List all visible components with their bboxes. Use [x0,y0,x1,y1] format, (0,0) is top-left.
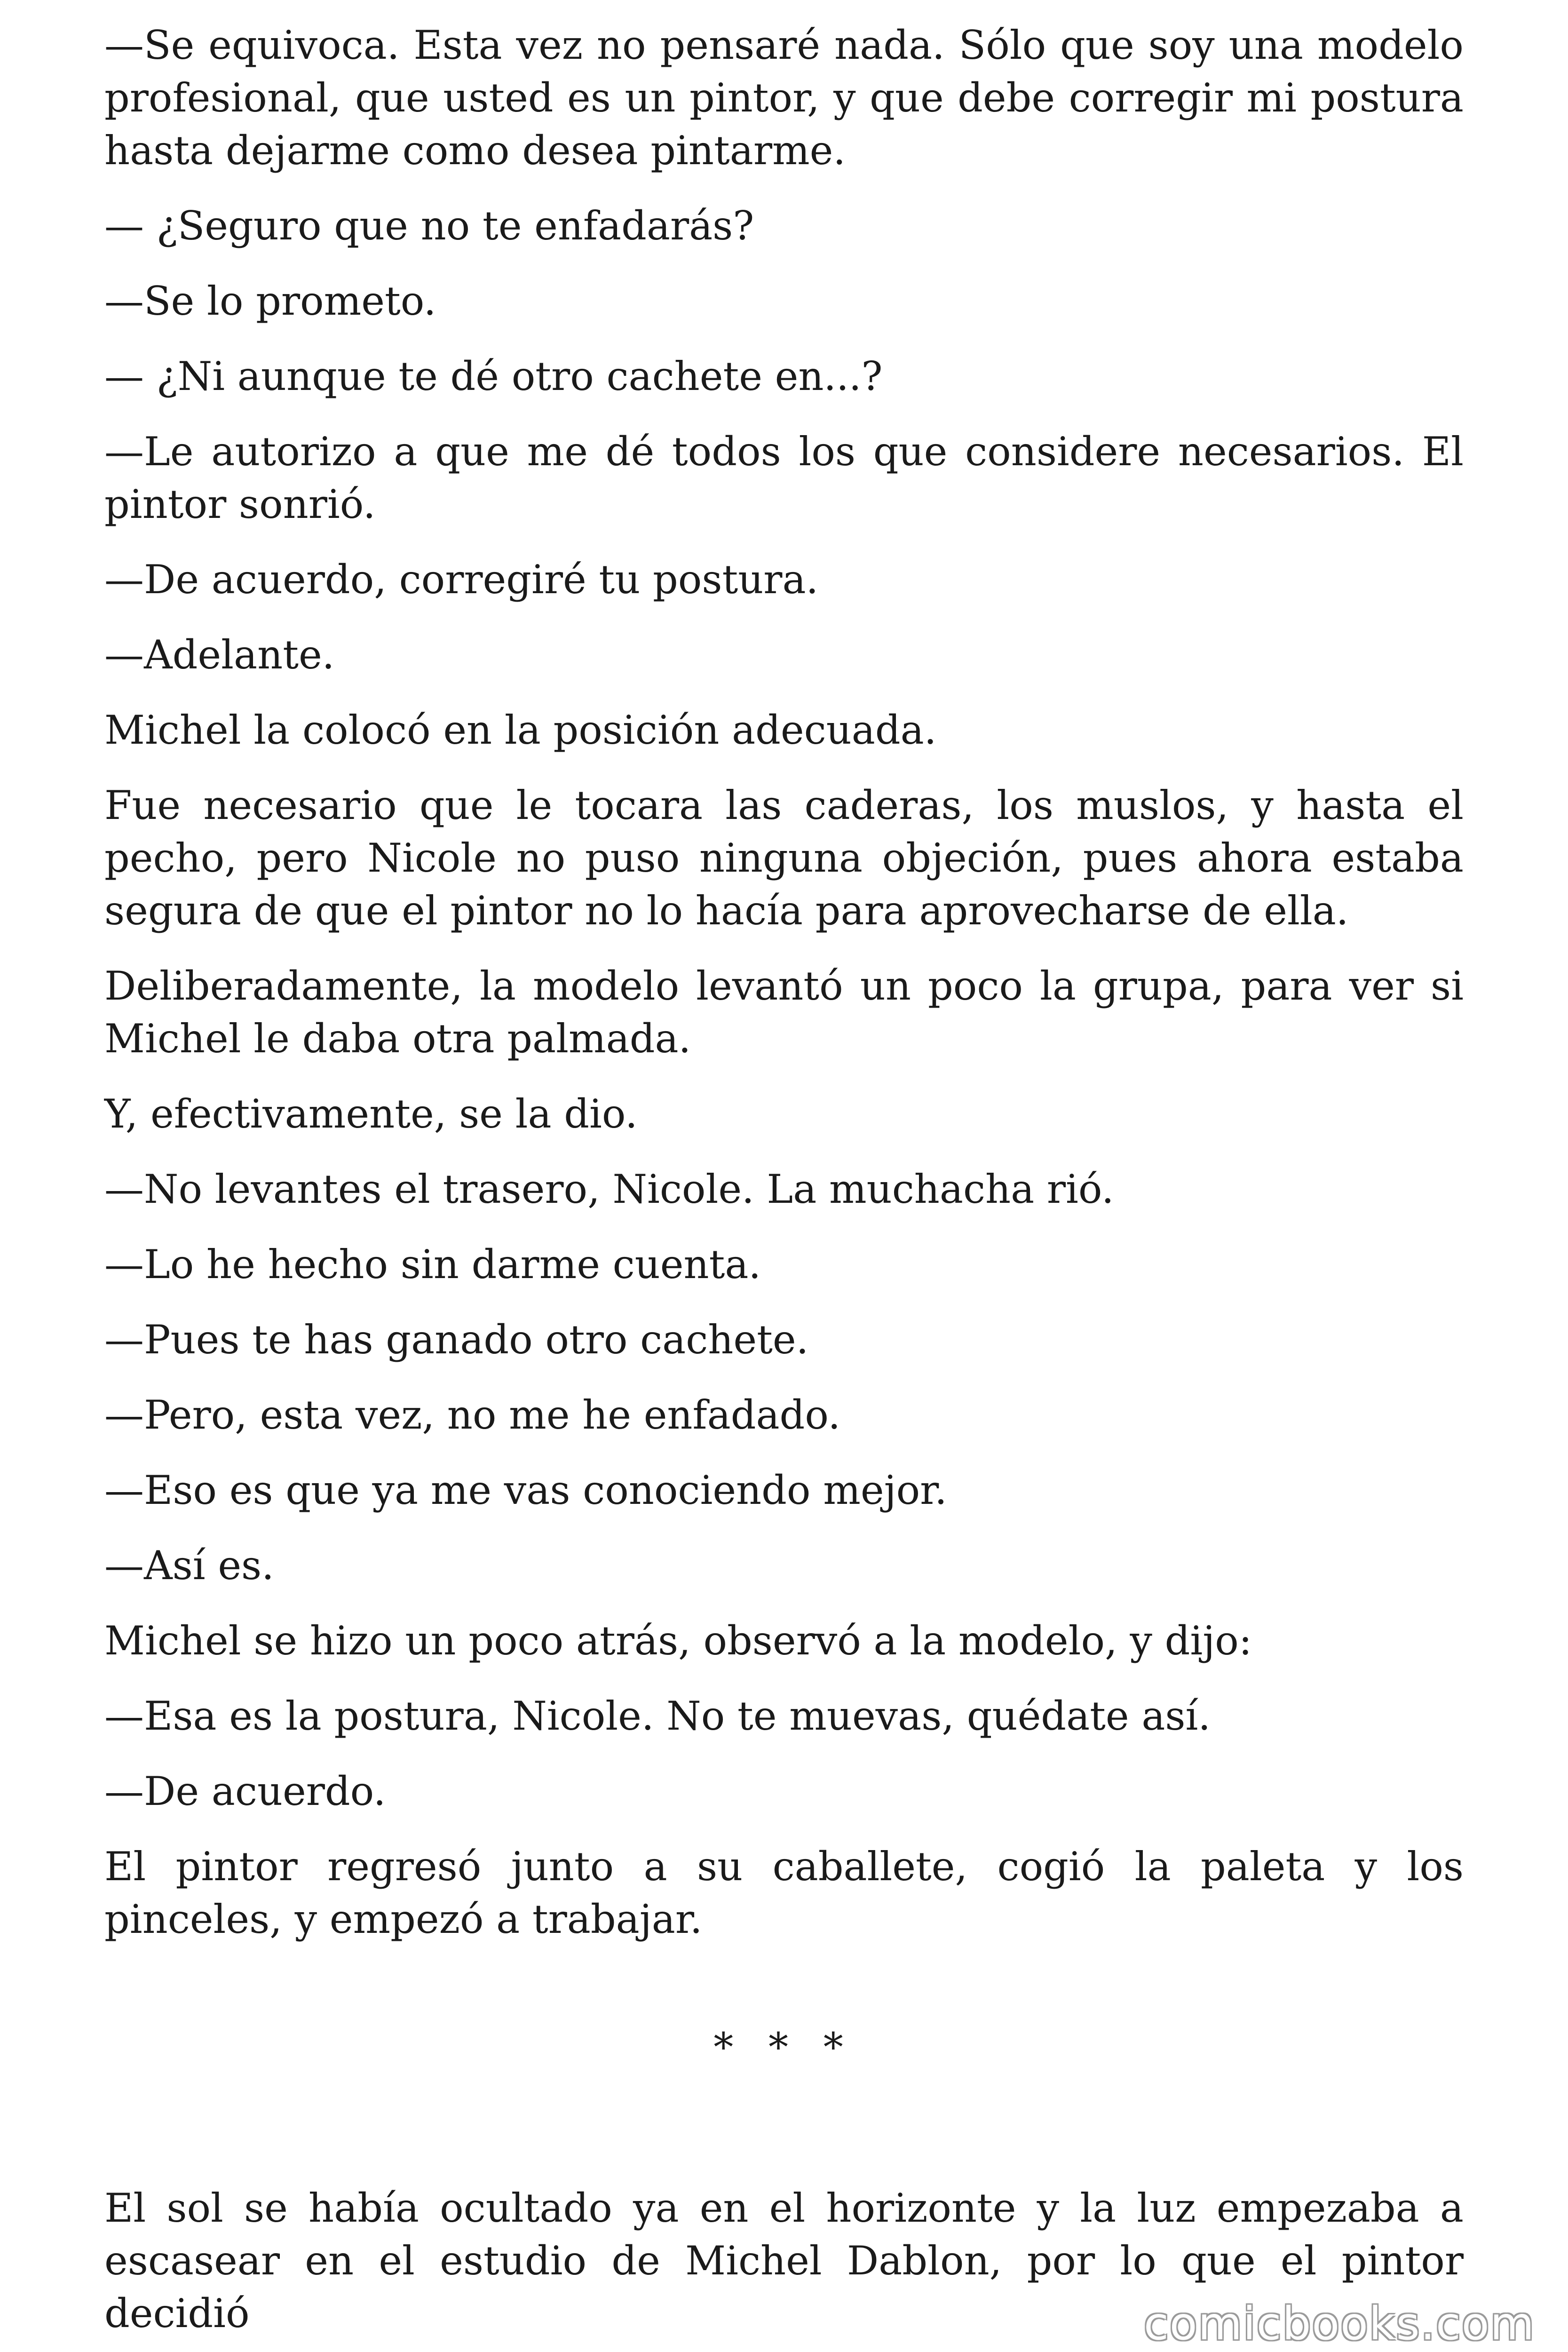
paragraph: —Lo he hecho sin darme cuenta. [104,1241,761,1287]
paragraph: —Así es. [104,1542,274,1589]
body-text [104,19,1464,1946]
paragraph: —Esa es la postura, Nicole. No te muevas, quédate así. [104,1693,1211,1739]
paragraph: —Le autorizo a que me dé todos los que considere necesarios. El pintor sonrió. [104,429,1464,527]
paragraph: —Eso es que ya me vas conociendo mejor. [104,1467,947,1513]
paragraph: Michel se hizo un poco atrás, observó a la modelo, y dijo: [104,1618,1252,1664]
paragraph: —No levantes el trasero, Nicole. La muchacha rió. [104,1166,1114,1212]
paragraph: —Adelante. [104,632,335,678]
section-separator: * * * [713,2024,855,2070]
paragraph: — ¿Seguro que no te enfadarás? [104,203,754,249]
paragraph: —Pero, esta vez, no me he enfadado. [104,1392,841,1438]
paragraph: El pintor regresó junto a su caballete, cogió la paleta y los pinceles, y empezó a trabajar. [104,1843,1464,1942]
watermark: comicbooks.com [1143,2297,1535,2350]
paragraph: —Se lo prometo. [104,278,436,324]
paragraph: —Pues te has ganado otro cachete. [104,1317,809,1363]
paragraph: Fue necesario que le tocara las caderas, los muslos, y hasta el pecho, pero Nicole no puso ninguna objeción, pues ahora estaba segura de que el pintor no lo hacía para aprovecharse de ella. [104,782,1464,934]
paragraph: — ¿Ni aunque te dé otro cachete en...? [104,353,883,399]
final-paragraph: El sol se había ocultado ya en el horizonte y la luz empezaba a escasear en el estudio de Michel Dablon, por lo que el pintor decidió [104,2185,1464,2336]
paragraph: —De acuerdo. [104,1768,386,1814]
paragraph: Michel la colocó en la posición adecuada. [104,707,937,753]
paragraph: —Se equivoca. Esta vez no pensaré nada. Sólo que soy una modelo profesional, que usted es un pintor, y que debe corregir mi postura hasta dejarme como desea pintarme. [104,22,1464,174]
paragraph: Deliberadamente, la modelo levantó un poco la grupa, para ver si Michel le daba otra palmada. [104,963,1464,1062]
paragraph: Y, efectivamente, se la dio. [104,1091,638,1137]
document-page [104,19,1464,2340]
paragraph: —De acuerdo, corregiré tu postura. [104,556,819,603]
